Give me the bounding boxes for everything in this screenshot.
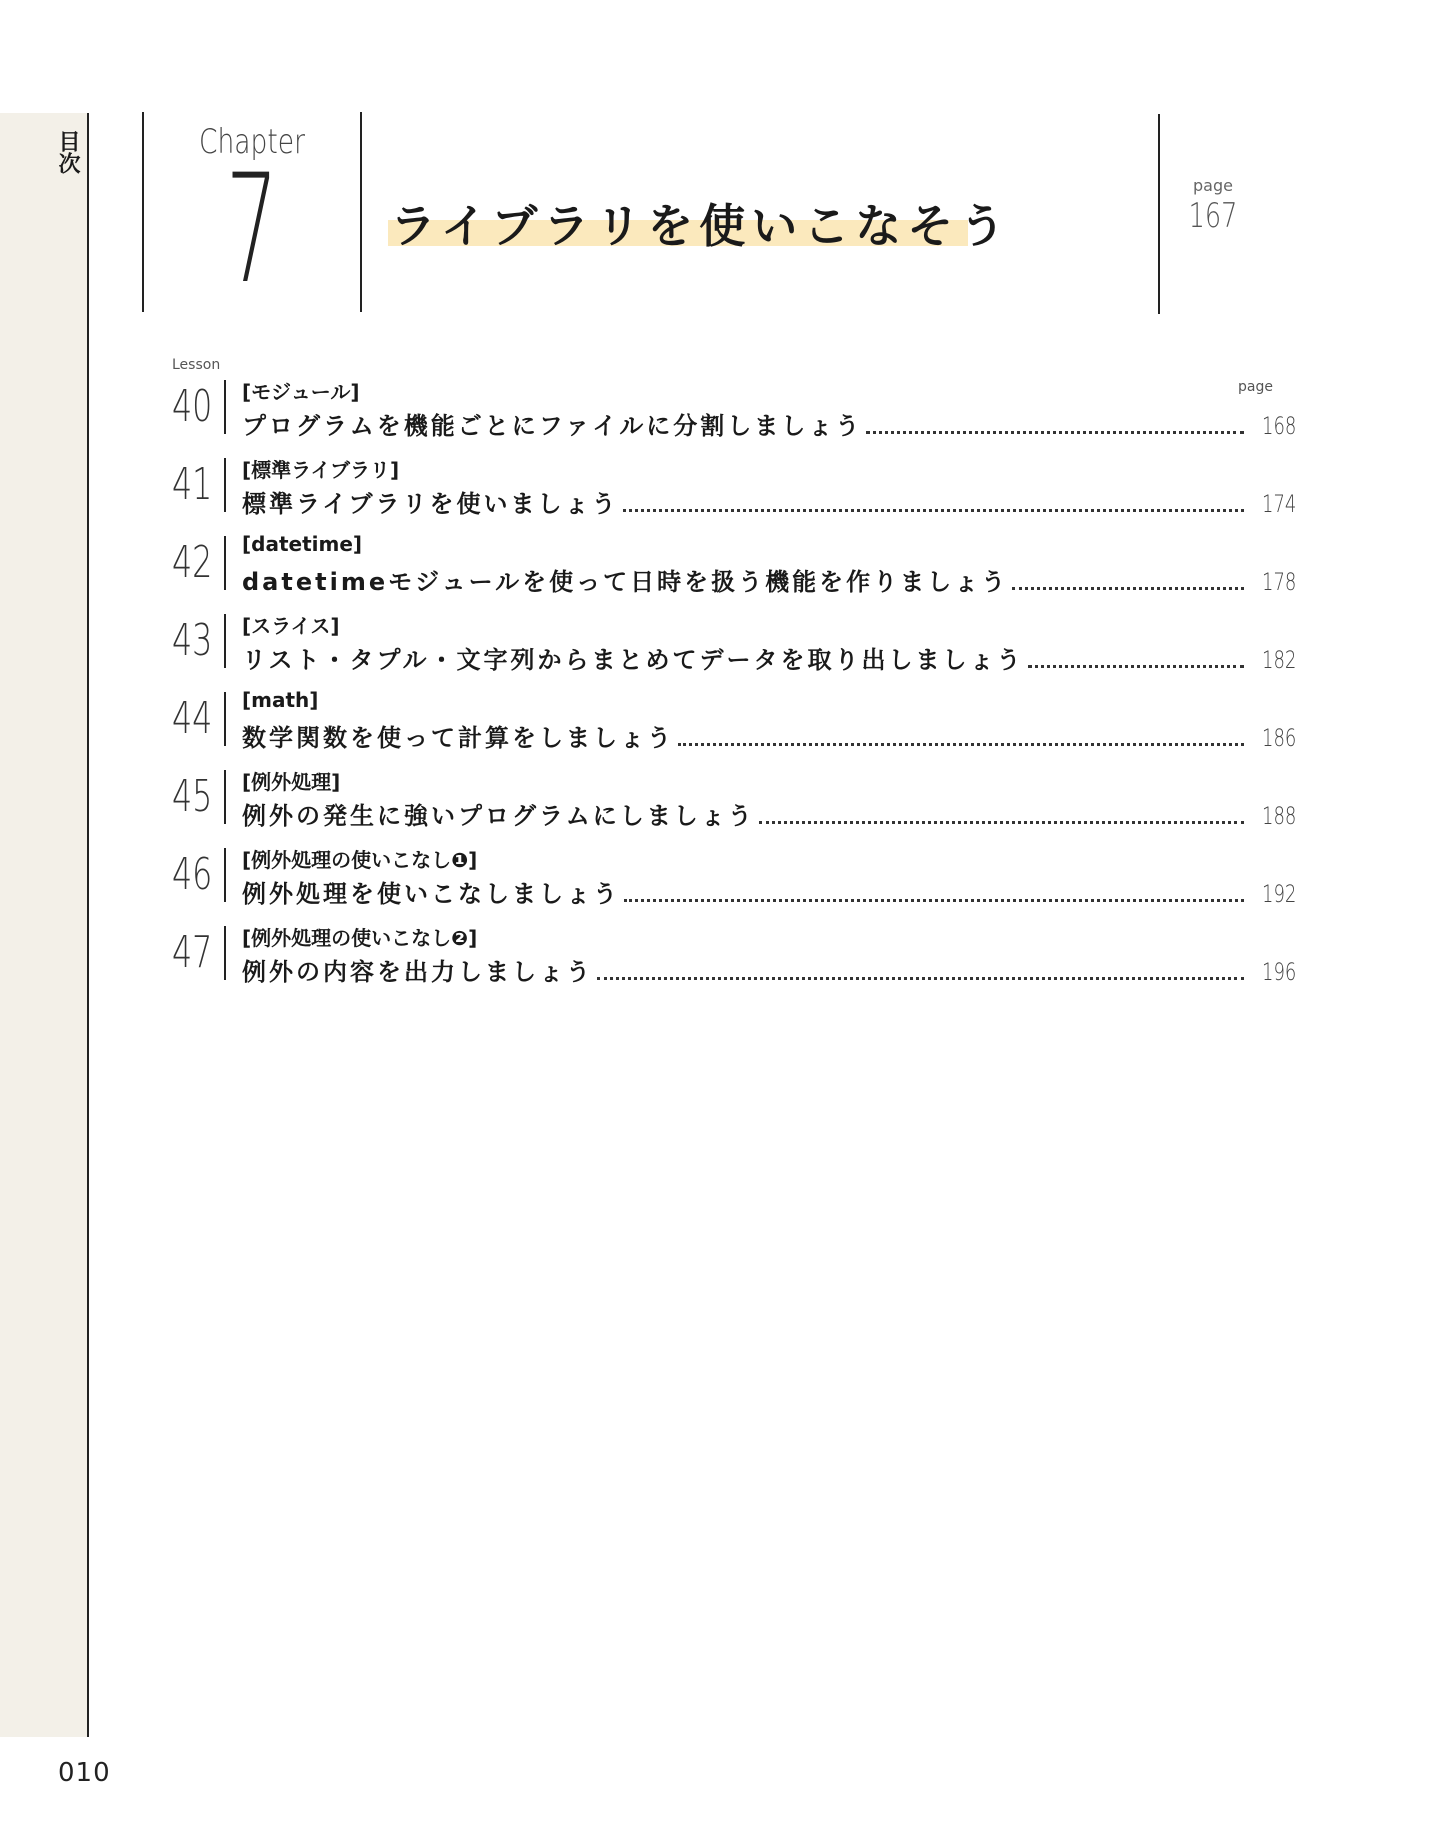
lesson-number: 46 xyxy=(172,849,213,900)
lesson-title[interactable]: 例外処理を使いこなしましょう xyxy=(242,880,620,908)
chapter-title[interactable]: ライブラリを使いこなそう xyxy=(390,199,1012,253)
lesson-category: [math] xyxy=(242,688,319,712)
lesson-divider xyxy=(224,614,226,668)
lesson-category: [例外処理の使いこなし❶] xyxy=(242,848,478,872)
lesson-page: 178 xyxy=(1262,568,1297,596)
lesson-title[interactable]: 例外の発生に強いプログラムにしましょう xyxy=(242,802,755,830)
dot-leader xyxy=(759,821,1244,824)
dot-leader xyxy=(1012,587,1244,590)
lesson-line xyxy=(242,718,1297,753)
lesson-page: 192 xyxy=(1262,880,1297,908)
lesson-number: 40 xyxy=(172,381,213,432)
lesson-entry-47[interactable] xyxy=(172,922,1297,986)
dot-leader xyxy=(623,509,1244,512)
lesson-page: 182 xyxy=(1262,646,1297,674)
dot-leader xyxy=(1028,665,1244,668)
lesson-page: 188 xyxy=(1262,802,1297,830)
lesson-line xyxy=(242,952,1297,987)
lesson-title[interactable]: リスト・タプル・文字列からまとめてデータを取り出しましょう xyxy=(242,646,1024,674)
lesson-divider xyxy=(224,380,226,434)
lesson-entry-40[interactable] xyxy=(172,376,1297,440)
lesson-entry-43[interactable] xyxy=(172,610,1297,674)
lesson-number: 44 xyxy=(172,693,213,744)
lesson-line xyxy=(242,406,1297,441)
lesson-page: 168 xyxy=(1262,412,1297,440)
lesson-column-label: Lesson xyxy=(172,357,221,373)
chapter-rule-middle xyxy=(360,112,362,312)
page-number: 010 xyxy=(58,1758,111,1788)
lesson-category: [スライス] xyxy=(242,614,340,638)
chapter-number: 7 xyxy=(225,143,279,317)
lesson-category: [標準ライブラリ] xyxy=(242,458,400,482)
lesson-divider xyxy=(224,770,226,824)
dot-leader xyxy=(624,899,1244,902)
lesson-line xyxy=(242,874,1297,909)
lesson-category: [例外処理] xyxy=(242,770,341,794)
lesson-page: 186 xyxy=(1262,724,1297,752)
chapter-word: Chapter xyxy=(198,122,306,162)
dot-leader xyxy=(678,743,1244,746)
lesson-divider xyxy=(224,458,226,512)
lesson-title[interactable]: 標準ライブラリを使いましょう xyxy=(242,490,619,518)
lesson-number: 45 xyxy=(172,771,213,822)
lesson-category: [モジュール] xyxy=(242,380,360,404)
lesson-line xyxy=(242,562,1297,597)
dot-leader xyxy=(597,977,1244,980)
lesson-title[interactable]: プログラムを機能ごとにファイルに分割しましょう xyxy=(242,412,863,440)
lesson-number: 41 xyxy=(172,459,213,510)
lesson-number: 47 xyxy=(172,927,213,978)
chapter-page-number: 167 xyxy=(1188,196,1238,236)
lesson-category: [datetime] xyxy=(242,532,363,556)
lesson-divider xyxy=(224,692,226,746)
lesson-entry-41[interactable] xyxy=(172,454,1297,518)
lesson-line xyxy=(242,796,1297,831)
lesson-title[interactable]: datetimeモジュールを使って日時を扱う機能を作りましょう xyxy=(242,568,1009,596)
lesson-divider xyxy=(224,926,226,980)
lesson-entry-45[interactable] xyxy=(172,766,1297,830)
toc-side-label: 目次 xyxy=(55,130,80,174)
dot-leader xyxy=(866,431,1244,434)
lesson-title[interactable]: 数学関数を使って計算をしましょう xyxy=(242,724,674,752)
lesson-line xyxy=(242,640,1297,675)
lesson-page: 196 xyxy=(1262,958,1297,986)
chapter-rule-left xyxy=(142,112,144,312)
chapter-page-label: page xyxy=(1193,176,1233,195)
lesson-divider xyxy=(224,848,226,902)
lesson-number: 42 xyxy=(172,537,213,588)
lesson-line xyxy=(242,484,1297,519)
lesson-page: 174 xyxy=(1262,490,1297,518)
lesson-number: 43 xyxy=(172,615,213,666)
lesson-entry-44[interactable] xyxy=(172,688,1297,752)
page-column-label: page xyxy=(1238,379,1273,395)
lesson-divider xyxy=(224,536,226,590)
chapter-rule-right xyxy=(1158,114,1160,314)
lesson-entry-42[interactable] xyxy=(172,532,1297,596)
lesson-entry-46[interactable] xyxy=(172,844,1297,908)
lesson-title[interactable]: 例外の内容を出力しましょう xyxy=(242,958,593,986)
lesson-category: [例外処理の使いこなし❷] xyxy=(242,926,478,950)
side-strip xyxy=(0,113,89,1737)
